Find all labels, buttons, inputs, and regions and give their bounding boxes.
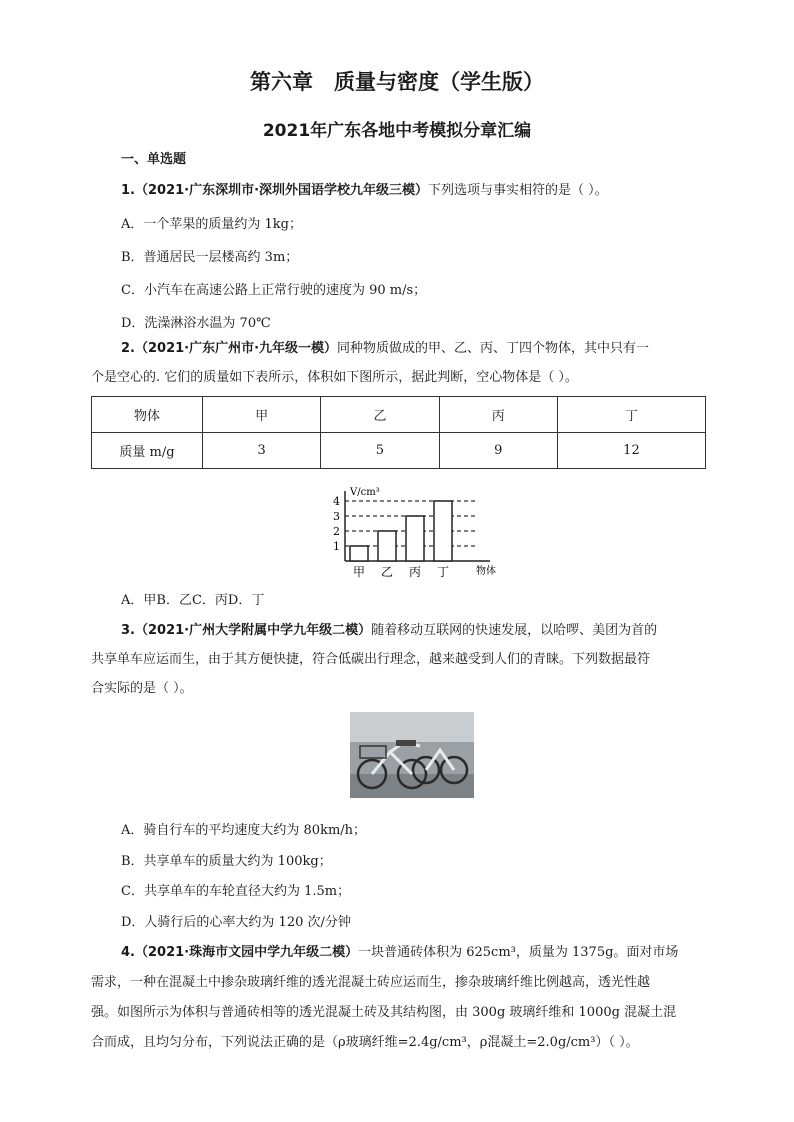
question-3-option-c: C．共享单车的车轮直径大约为 1.5m；: [121, 884, 351, 899]
bar-乙: [378, 531, 396, 561]
question-4-stem-continued-1: 需求，一种在混凝土中掺杂玻璃纤维的透光混凝土砖应运而生，掺杂玻璃纤维比例越高，透光性越: [91, 975, 651, 990]
y-tick-label: 1: [333, 540, 340, 553]
table-header-cell: 乙: [321, 397, 439, 433]
question-2-stem-continued: 个是空心的. 它们的质量如下表所示，体积如下图所示，据此判断，空心物体是（ ）。: [91, 370, 578, 385]
question-3-source: 3.（2021·广州大学附属中学九年级二模）: [121, 623, 372, 638]
question-3-option-b: B．共享单车的质量大约为 100kg；: [121, 854, 332, 869]
question-2: [121, 340, 649, 358]
x-tick-label: 乙: [380, 565, 394, 579]
question-1-stem: 下列选项与事实相符的是（ ）。: [428, 183, 608, 198]
page-subtitle: 2021年广东各地中考模拟分章汇编: [262, 121, 532, 141]
question-3-option-d: D．人骑行后的心率大约为 120 次/分钟: [121, 915, 351, 930]
table-header-cell: 丙: [439, 397, 557, 433]
bar-丙: [406, 516, 424, 561]
table-cell: 12: [557, 433, 705, 469]
question-4-stem-continued-2: 强。如图所示为体积与普通砖相等的透光混凝土砖及其结构图，由 300g 玻璃纤维和 1000g 混凝土混: [91, 1005, 677, 1020]
x-tick-label: 丁: [436, 565, 450, 579]
question-1-source: 1.（2021·广东深圳市·深圳外国语学校九年级三模）: [121, 183, 429, 198]
page-title: 第六章 质量与密度（学生版）: [250, 70, 544, 94]
question-3: [121, 622, 657, 640]
question-1: [121, 182, 608, 200]
question-2-option-c: C．丙: [191, 593, 228, 608]
question-3-stem-continued-1: 共享单车应运而生，由于其方便快捷，符合低碳出行理念，越来越受到人们的青睐。下列数据最符: [91, 652, 651, 667]
y-tick-label: 4: [333, 495, 340, 508]
table-row: [92, 433, 706, 469]
question-1-option-b: B．普通居民一层楼高约 3m；: [121, 250, 299, 265]
table-row: [92, 397, 706, 433]
x-tick-label: 丙: [408, 565, 422, 579]
table-cell: 5: [321, 433, 439, 469]
table-cell: 3: [203, 433, 321, 469]
question-4-stem-continued-3: 合而成，且均匀分布，下列说法正确的是（ρ玻璃纤维=2.4g/cm³，ρ混凝土=2.0g/cm³）（ ）。: [91, 1035, 639, 1050]
y-axis-label: V/cm³: [350, 487, 380, 498]
question-3-stem: 随着移动互联网的快速发展，以哈啰、美团为首的: [371, 623, 658, 638]
question-4: [121, 944, 678, 962]
question-2-stem: 同种物质做成的甲、乙、丙、丁四个物体，其中只有一: [337, 341, 650, 356]
shared-bikes-photo: [350, 712, 474, 798]
y-tick-label: 2: [333, 525, 340, 538]
question-3-option-a: A．骑自行车的平均速度大约为 80km/h；: [121, 823, 367, 838]
question-1-option-a: A．一个苹果的质量约为 1kg；: [121, 217, 302, 232]
x-axis-label: 物体: [476, 566, 496, 577]
question-2-options: [121, 592, 264, 610]
question-2-option-a: A．甲: [121, 593, 157, 608]
question-2-option-b: B．乙: [156, 593, 192, 608]
question-3-stem-continued-2: 合实际的是（ ）。: [91, 681, 193, 696]
question-2-option-d: D．丁: [227, 593, 265, 608]
bar-甲: [350, 546, 368, 561]
mass-table: [91, 396, 706, 469]
question-1-option-d: D．洗澡淋浴水温为 70℃: [121, 316, 271, 331]
question-4-stem: 一块普通砖体积为 625cm³，质量为 1375g。面对市场: [358, 945, 679, 960]
table-header-cell: 物体: [92, 397, 203, 433]
question-4-source: 4.（2021·珠海市文园中学九年级二模）: [121, 945, 359, 960]
bar-丁: [434, 501, 452, 561]
section-heading: 一、单选题: [121, 152, 187, 167]
table-row-label: 质量 m/g: [92, 433, 203, 469]
question-1-option-c: C．小汽车在高速公路上正常行驶的速度为 90 m/s；: [121, 283, 427, 298]
x-tick-label: 甲: [352, 565, 366, 579]
question-2-source: 2.（2021·广东广州市·九年级一模）: [121, 341, 338, 356]
volume-chart: [330, 485, 510, 580]
table-cell: 9: [439, 433, 557, 469]
table-header-cell: 丁: [557, 397, 705, 433]
table-header-cell: 甲: [203, 397, 321, 433]
y-tick-label: 3: [333, 510, 340, 523]
